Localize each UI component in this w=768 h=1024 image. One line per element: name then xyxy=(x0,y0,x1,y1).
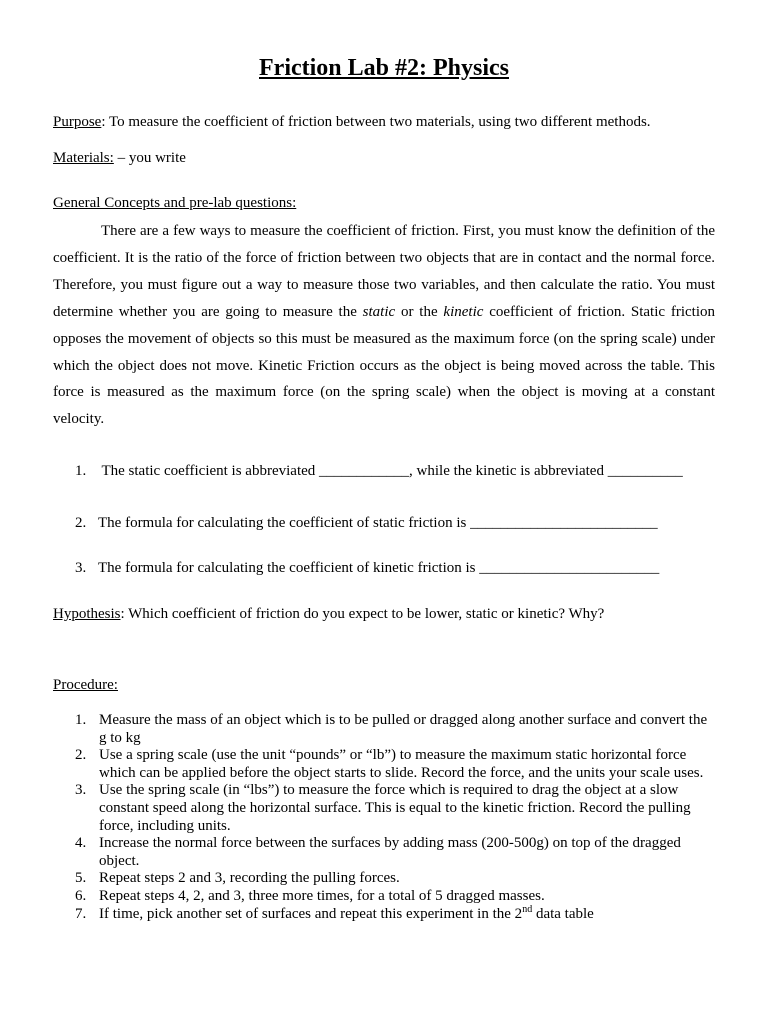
hypothesis-line xyxy=(53,606,604,623)
step-number: 5. xyxy=(75,870,87,887)
step-superscript: nd xyxy=(522,903,533,915)
step-number: 1. xyxy=(75,712,87,728)
question-3 xyxy=(75,560,659,577)
materials-line xyxy=(53,150,186,167)
step-text: Measure the mass of an object which is to be pulled or dragged along another surface and convert the g to kg xyxy=(99,712,708,746)
procedure-step-7 xyxy=(53,903,715,924)
question-1 xyxy=(75,463,683,480)
step-text: Use the spring scale (in “lbs”) to measure the force which is required to drag the object at a slow constant speed along the horizontal surface. This is equal to the kinetic friction. Record the pulling force, including units. xyxy=(99,782,691,834)
procedure-heading: Procedure: xyxy=(53,677,118,693)
step-text: Repeat steps 4, 2, and 3, three more times, for a total of 5 dragged masses. xyxy=(99,887,545,904)
general-concepts-heading: General Concepts and pre-lab questions: xyxy=(53,195,297,211)
materials-label: Materials: xyxy=(53,150,114,166)
kinetic-word: kinetic xyxy=(443,303,484,320)
procedure-step-3 xyxy=(53,782,715,835)
step-text: If time, pick another set of surfaces and repeat this experiment in the 2 xyxy=(99,905,523,922)
step-number: 7. xyxy=(75,905,87,922)
step-number: 6. xyxy=(75,887,87,904)
step-text: Use a spring scale (use the unit “pounds” or “lb”) to measure the maximum static horizontal force which can be applied before the object starts to slide. Record the force, and the units your scale uses. xyxy=(99,747,704,781)
question-number: 2. xyxy=(75,515,87,531)
question-number: 1. xyxy=(75,463,87,479)
procedure-step-2 xyxy=(53,747,715,782)
paragraph-part-2: or the xyxy=(395,303,444,320)
question-text: The formula for calculating the coefficient of kinetic friction is ________________________ xyxy=(98,560,660,576)
materials-text: – you write xyxy=(113,150,186,166)
step-number: 3. xyxy=(75,782,87,799)
purpose-line xyxy=(53,114,651,131)
step-text: Repeat steps 2 and 3, recording the pulling forces. xyxy=(99,870,400,887)
step-text-tail: data table xyxy=(532,905,594,922)
procedure-list xyxy=(53,712,715,923)
question-number: 3. xyxy=(75,560,87,576)
procedure-step-1 xyxy=(53,712,715,747)
step-number: 2. xyxy=(75,747,87,764)
step-text: Increase the normal force between the surfaces by adding mass (200-500g) on top of the dragged object. xyxy=(99,835,681,869)
hypothesis-label: Hypothesis xyxy=(53,606,121,622)
page-title: Friction Lab #2: Physics xyxy=(259,55,509,81)
paragraph-part-1: There are a few ways to measure the coefficient of friction. First, you must know the definition of the coefficient. It is the ratio of the force of friction between two objects that are in contact and the normal force. Therefore, you must figure out a way to measure those two variables, and then calculate the ratio. You must determine whether you are going to measure the xyxy=(53,223,715,320)
static-word: static xyxy=(362,303,396,320)
procedure-step-5 xyxy=(53,870,715,888)
question-text: The formula for calculating the coefficient of static friction is _________________________ xyxy=(98,515,658,531)
general-concepts-paragraph xyxy=(53,218,715,433)
hypothesis-text: : Which coefficient of friction do you expect to be lower, static or kinetic? Why? xyxy=(120,606,605,622)
purpose-label: Purpose xyxy=(53,114,102,130)
paragraph-part-3: coefficient of friction. Static friction opposes the movement of objects so this must be measured as the maximum force (on the spring scale) under which the object does not move. Kinetic Friction occurs as the object is being moved across the table. This force is measured as the maximum force (on the spring scale) when the object is moving at a constant velocity. xyxy=(53,303,715,428)
procedure-step-6 xyxy=(53,888,715,906)
question-text: The static coefficient is abbreviated ____________, while the kinetic is abbreviated __________ xyxy=(98,463,683,479)
question-2 xyxy=(75,515,658,532)
procedure-step-4 xyxy=(53,835,715,870)
purpose-text: : To measure the coefficient of friction between two materials, using two different methods. xyxy=(101,114,651,130)
step-number: 4. xyxy=(75,835,87,852)
